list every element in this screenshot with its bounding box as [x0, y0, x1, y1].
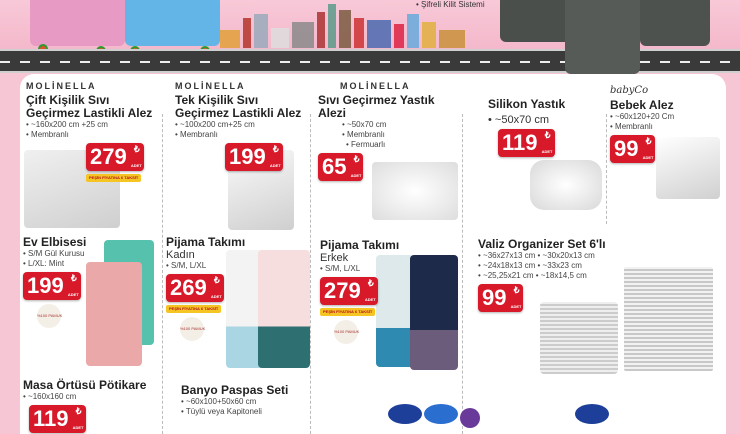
price-badge: [166, 274, 224, 302]
price-value: 119: [33, 406, 69, 431]
product-title: Pijama Takımı: [166, 235, 246, 249]
product-bullet: • S/M, L/XL: [320, 264, 361, 273]
currency-symbol: ₺: [133, 144, 140, 154]
brand-logo-badge: [460, 408, 480, 428]
product-bullet: • Membranlı: [610, 122, 653, 131]
price-badge: [610, 135, 655, 163]
product-bullet: • ~24x18x13 cm • ~33x23 cm: [478, 261, 582, 270]
brand-logo-badge: [424, 404, 458, 424]
price-badge: [86, 143, 144, 171]
product-bullet: • ~50x70 cm: [342, 120, 387, 129]
brand-logo: MOLİNELLA: [340, 81, 411, 91]
unit-label: ADET: [130, 163, 142, 168]
installment-ribbon: PEŞİN FİYATINA 6 TAKSİT: [166, 305, 221, 313]
product-card-valiz-organizer[interactable]: [478, 238, 678, 312]
brand-logo: babyCo: [610, 85, 649, 96]
installment-ribbon: PEŞİN FİYATINA 6 TAKSİT: [86, 174, 141, 182]
price-badge: [225, 143, 283, 171]
product-title: Bebek Alez: [610, 98, 674, 112]
product-title: Pijama Takımı: [320, 238, 400, 252]
unit-label: ADET: [67, 292, 79, 297]
currency-symbol: ₺: [272, 144, 279, 154]
price-badge: [29, 405, 86, 433]
brand-logo: MOLİNELLA: [26, 81, 97, 91]
product-bullet: • ~100x200 cm+25 cm: [175, 120, 255, 129]
product-bullet: • ~25,25x21 cm • ~18x14,5 cm: [478, 271, 587, 280]
product-bullet: • ~36x27x13 cm • ~30x20x13 cm: [478, 251, 595, 260]
brand-logo: MOLİNELLA: [175, 81, 246, 91]
product-card-masa-ortusu[interactable]: [23, 379, 158, 433]
price-value: 199: [27, 273, 64, 298]
currency-symbol: ₺: [367, 278, 374, 288]
product-bullet: • ~60x120+20 Cm: [610, 112, 675, 121]
product-title: Valiz Organizer Set 6'lı: [478, 237, 606, 251]
product-bullet: • S/M, L/XL: [166, 261, 207, 270]
product-bullet: • Fermuarlı: [346, 140, 386, 149]
currency-symbol: ₺: [513, 285, 520, 295]
brand-logo-badge: [575, 404, 609, 424]
product-card-pijama-erkek[interactable]: [320, 239, 430, 344]
price-badge: [318, 153, 363, 181]
product-card-cift-kisilik-alez[interactable]: [26, 81, 162, 182]
price-value: 279: [90, 144, 127, 169]
currency-symbol: ₺: [70, 273, 77, 283]
product-bullet: • Tüylü veya Kapitoneli: [181, 407, 262, 416]
price-value: 119: [502, 130, 538, 155]
pillow-image: [530, 160, 602, 210]
product-subtitle: Erkek: [320, 252, 349, 264]
currency-symbol: ₺: [645, 136, 652, 146]
unit-label: ADET: [642, 155, 654, 160]
installment-ribbon: PEŞİN FİYATINA 6 TAKSİT: [320, 308, 375, 316]
unit-label: ADET: [350, 173, 362, 178]
cotton-badge: %100 PAMUK: [180, 317, 204, 341]
price-badge: [23, 272, 81, 300]
currency-symbol: ₺: [544, 130, 551, 140]
price-value: 279: [324, 278, 361, 303]
currency-symbol: ₺: [213, 275, 220, 285]
currency-symbol: ₺: [353, 154, 360, 164]
product-card-banyo-paspas[interactable]: [181, 384, 301, 417]
price-value: 99: [614, 136, 639, 161]
price-value: 269: [170, 275, 207, 300]
price-badge: [498, 129, 555, 157]
product-bullet: • Membranlı: [175, 130, 218, 139]
product-bullet: • Membranlı: [26, 130, 69, 139]
price-badge: [478, 284, 523, 312]
currency-symbol: ₺: [75, 406, 82, 416]
organizer-bags-image: [540, 302, 618, 374]
brand-logo-badge: [388, 404, 422, 424]
product-bullet: • ~160x200 cm +25 cm: [26, 120, 108, 129]
unit-label: ADET: [210, 294, 222, 299]
unit-label: ADET: [510, 304, 522, 309]
unit-label: ADET: [541, 149, 553, 154]
product-card-pijama-kadin[interactable]: [166, 236, 276, 341]
blue-suitcase-image: [125, 0, 220, 46]
product-title: Silikon Yastık: [488, 97, 566, 111]
pink-suitcase-image: [30, 0, 125, 46]
price-value: 99: [482, 285, 507, 310]
gray-suitcase-large-image: [565, 0, 640, 74]
product-title: Masa Örtüsü Pötikare: [23, 378, 147, 392]
product-bullet: • S/M Gül Kurusu: [23, 249, 85, 258]
product-title: Tek Kişilik Sıvı Geçirmez Lastikli Alez: [175, 93, 302, 120]
gray-suitcase-right-image: [640, 0, 710, 46]
product-bullet: • ~50x70 cm: [488, 114, 550, 126]
product-card-bebek-alez[interactable]: [610, 84, 722, 163]
product-title: Ev Elbisesi: [23, 235, 87, 249]
unit-label: ADET: [269, 163, 281, 168]
price-value: 199: [229, 144, 266, 169]
lock-feature-text: • Şifreli Kilit Sistemi: [416, 0, 485, 9]
product-title: Çift Kişilik Sıvı Geçirmez Lastikli Alez: [26, 93, 153, 120]
product-card-ev-elbisesi[interactable]: [23, 236, 133, 328]
product-bullet: • Membranlı: [342, 130, 385, 139]
cotton-badge: %100 PAMUK: [37, 304, 61, 328]
product-card-yastik-alezi[interactable]: [318, 81, 458, 181]
product-title: Sıvı Geçirmez Yastık Alezi: [318, 93, 435, 120]
top-banner: [0, 0, 740, 50]
unit-label: ADET: [72, 425, 84, 430]
unit-label: ADET: [364, 297, 376, 302]
price-badge: [320, 277, 378, 305]
product-subtitle: Kadın: [166, 249, 195, 261]
world-landmarks-image: [220, 4, 480, 48]
product-title: Banyo Paspas Seti: [181, 383, 289, 397]
product-bullet: • ~60x100+50x60 cm: [181, 397, 257, 406]
product-bullet: • L/XL: Mint: [23, 259, 65, 268]
product-bullet: • ~160x160 cm: [23, 392, 77, 401]
cotton-badge: %100 PAMUK: [334, 320, 358, 344]
price-value: 65: [322, 154, 347, 179]
product-card-silikon-yastik[interactable]: [488, 98, 598, 157]
product-card-tek-kisilik-alez[interactable]: [175, 81, 307, 171]
